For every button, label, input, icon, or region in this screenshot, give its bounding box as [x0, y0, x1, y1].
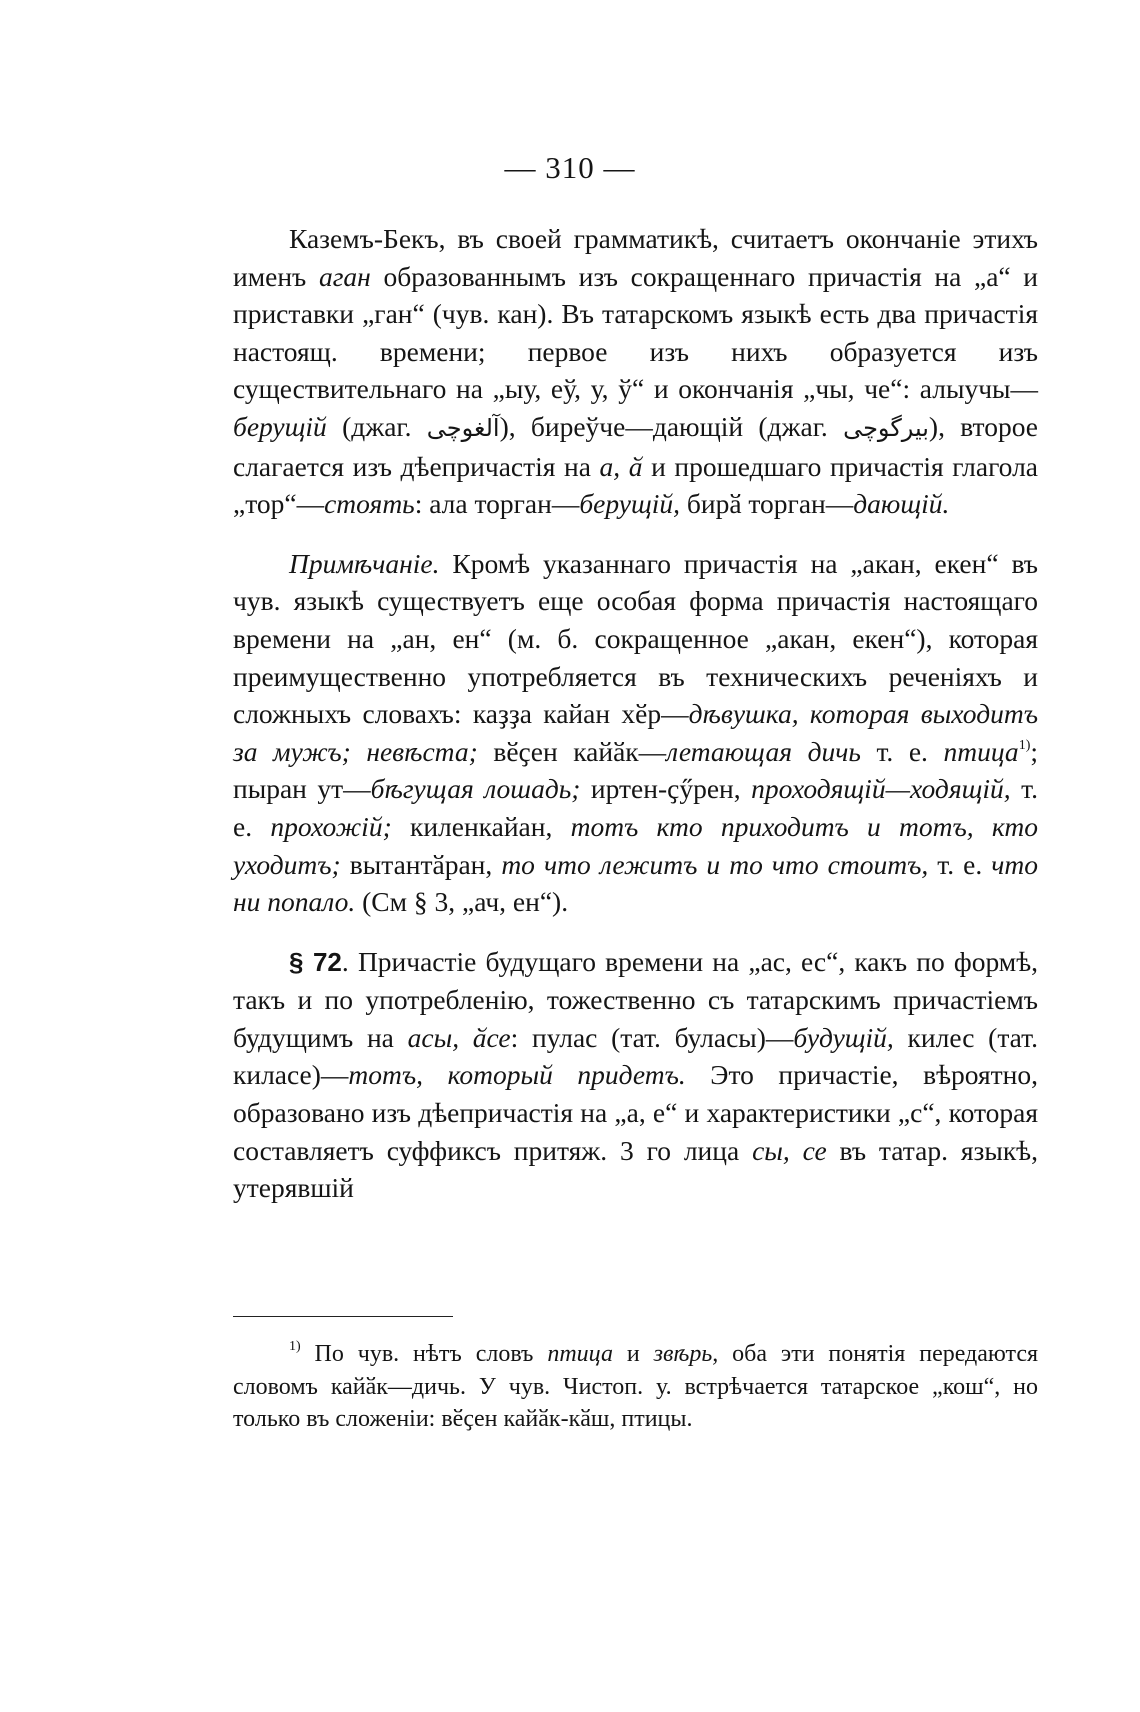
text-run: : пулас (тат. буласы)—	[510, 1021, 794, 1053]
footnote-divider	[233, 1316, 453, 1317]
italic-run: а, ӑ	[599, 450, 643, 482]
footnote-reference[interactable]: 1)	[1018, 737, 1031, 753]
italic-run: птица	[943, 735, 1019, 767]
paragraph-note	[233, 545, 1038, 921]
text-run: (джаг.	[326, 410, 427, 442]
italic-run: аган	[318, 260, 371, 292]
text-run: Кромѣ указаннаго причастія на „акан, екен“ въ чув. языкѣ существуетъ еще особая форма причастія настоящаго времени на „ан, ен“ (м. б. сокращенное „акан, екен“), которая преимущественно употребляется въ техническихъ реченіяхъ и сложныхъ словахъ: каҙҙа кайан хӗр—	[233, 547, 1038, 730]
text-run: киленкайан,	[391, 810, 571, 842]
text-run: т. е.	[233, 773, 1038, 842]
page-number: — 310 —	[504, 150, 636, 185]
text-run: вӗҫен кайӑк—	[477, 735, 667, 767]
text-run: По чув. нѣтъ словъ	[300, 1341, 548, 1367]
section-number: § 72	[289, 946, 342, 977]
italic-run: бѣгущая лошадь;	[370, 773, 581, 805]
footnote	[233, 1338, 1038, 1436]
italic-run: что ни попало.	[233, 848, 1038, 918]
text-run: Каземъ-Бекъ, въ своей грамматикѣ, считаетъ окончаніе этихъ именъ	[233, 223, 1038, 292]
arabic-word: آلغوچی	[426, 413, 500, 442]
italic-run: дѣвушка, которая выходитъ за мужъ; невѣста;	[233, 698, 1038, 767]
text-run: оба эти понятія передаются словомъ кайӑк—дичь. У чув. Чистоп. у. встрѣчается татарское „кош“, но только въ сложеніи: вӗҫен кайӑк-кӑш, птицы.	[233, 1341, 1039, 1432]
text-run: бирӑ торган—	[679, 488, 854, 520]
italic-run: берущій	[233, 410, 327, 442]
text-run: вытантӑран,	[340, 848, 502, 880]
note-label: Примѣчаніе.	[289, 547, 440, 579]
italic-run: летающая дичь	[666, 735, 861, 767]
text-run: Это причастіе, вѣроятно, образовано изъ дѣепричастія на „а, е“ и характеристики „с“, которая составляетъ суффиксъ притяж. 3 го лица	[233, 1059, 1038, 1166]
text-run: . Причастіе будущаго времени на „ас, ес“, какъ по формѣ, такъ и по употребленію, тожественно съ татарскимъ причастіемъ будущимъ на	[233, 945, 1039, 1053]
italic-run: тотъ кто приходитъ и тотъ, кто уходитъ;	[233, 810, 1038, 880]
italic-run: стоять	[324, 488, 415, 520]
text-run: : ала торган—	[414, 488, 580, 520]
main-text	[233, 220, 1038, 1207]
italic-run: проходящій—ходящій,	[751, 773, 1011, 805]
paragraph-kazem-bek	[233, 220, 1038, 523]
text-run: и	[612, 1341, 654, 1367]
italic-run: будущій,	[793, 1021, 894, 1053]
text-run: иртен-ҫӳрен,	[580, 773, 752, 805]
italic-run: сы, се	[752, 1134, 827, 1166]
italic-run: асы, ӑсе	[407, 1021, 511, 1053]
paragraph-section-72	[233, 943, 1038, 1207]
italic-run: то что лежитъ и то что стоитъ,	[501, 848, 929, 880]
text-run: т. е.	[928, 848, 992, 880]
italic-run: дающій.	[853, 488, 950, 520]
italic-run: прохожій;	[270, 810, 392, 842]
italic-run: птица	[547, 1341, 613, 1367]
text-run: ; пыран ут—	[233, 735, 1038, 805]
arabic-word: بیرگوچی	[843, 413, 929, 442]
italic-run: тотъ, который придетъ.	[348, 1059, 686, 1091]
text-run: ), биреўче—дающій (джаг.	[499, 410, 844, 442]
text-run: (См § 3, „ач, ен“).	[355, 886, 569, 918]
text-run: въ татар. языкѣ, утерявшій	[233, 1134, 1038, 1204]
text-run: ), второе слагается изъ дѣепричастія на	[233, 410, 1038, 482]
text-run: образованнымъ изъ сокращеннаго причастія на „а“ и приставки „ган“ (чув. кан). Въ татарскомъ языкѣ есть два причастія настоящ. времени; первое изъ нихъ образуется изъ существительнаго на „ыу, еў, у, ў“ и окончанія „чы, че“: алыучы—	[233, 260, 1038, 405]
text-run: т. е.	[860, 735, 944, 767]
text-run: и прошедшаго причастія глагола „тор“—	[233, 450, 1038, 520]
text-run: килес (тат. киласе)—	[233, 1021, 1038, 1091]
italic-run: берущій,	[579, 488, 680, 520]
footnote-mark: 1)	[289, 1339, 301, 1354]
italic-run: звѣрь,	[653, 1341, 719, 1367]
